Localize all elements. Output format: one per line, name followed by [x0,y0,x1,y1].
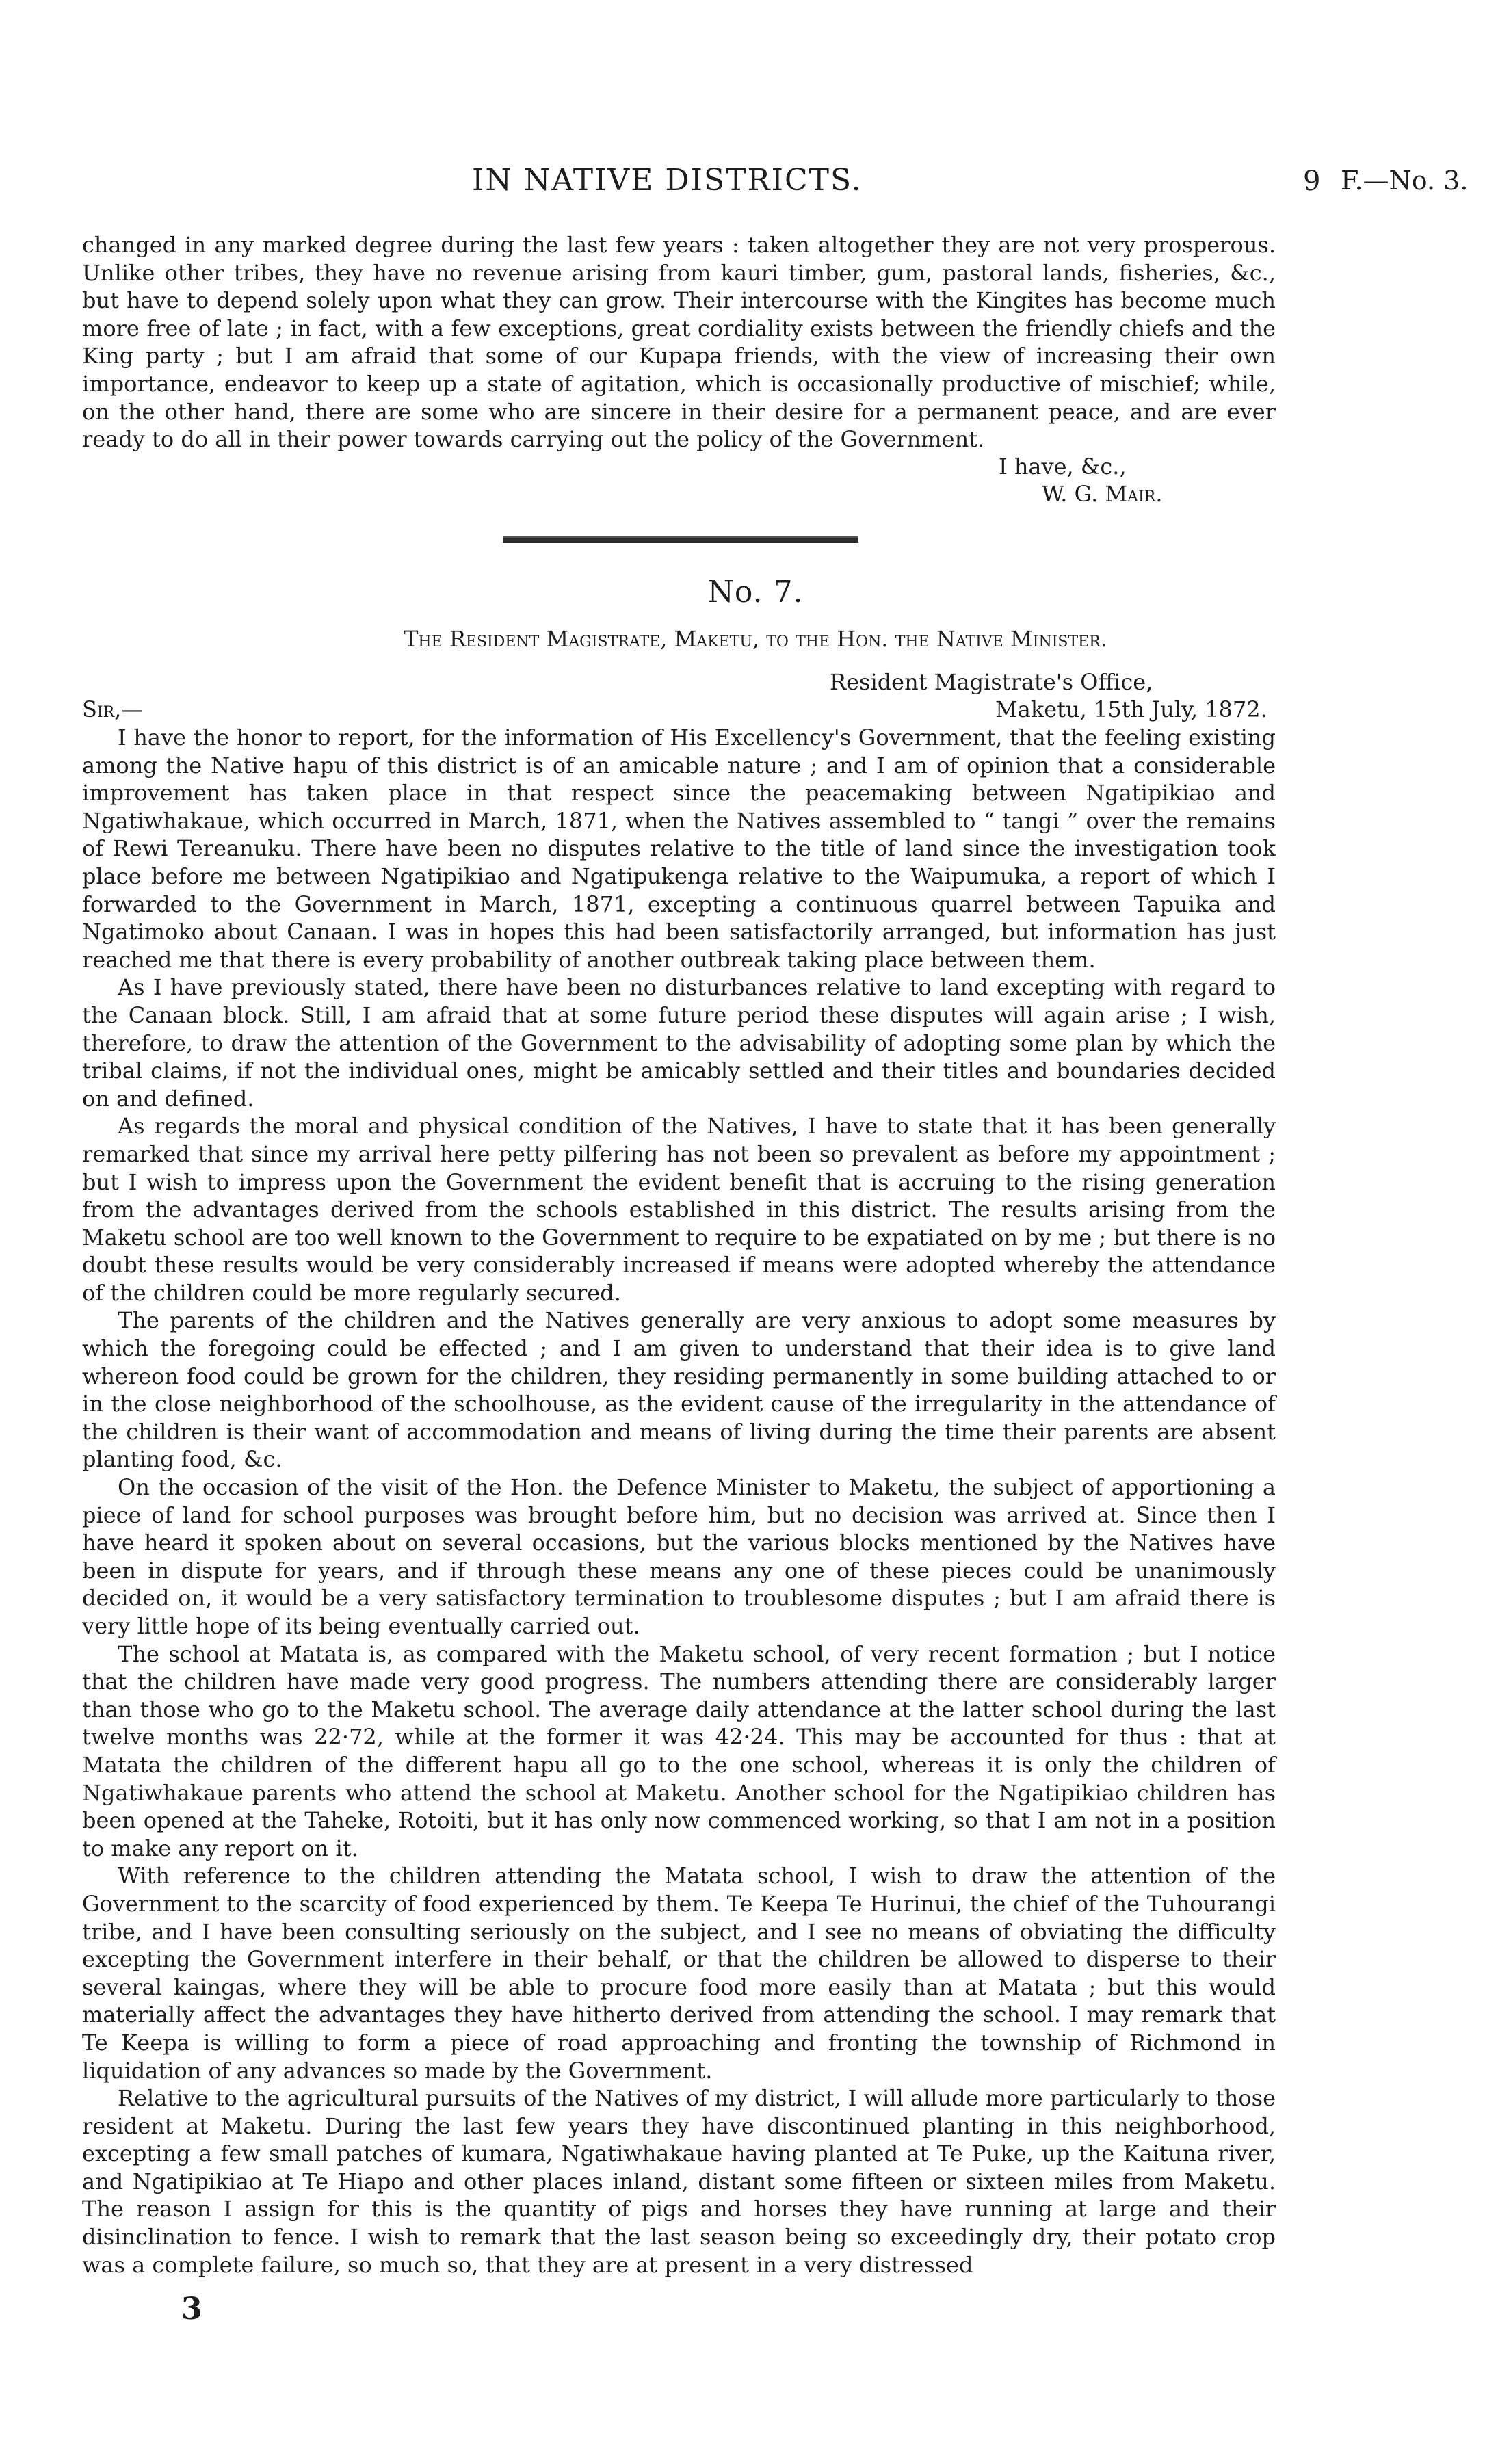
letter-paragraph: With reference to the children attending the Matata school, I wish to draw the attention of the Government to the scarcity of food experienced by them. Te Keepa Te Hurinui, the chief of the Tuhourangi tribe, and I have been consulting seriously on the subject, and I see no means of obviating the difficulty excepting the Government interfere in their behalf, or that the children be allowed to disperse to their several kaingas, where they will be able to procure food more easily than at Matata ; but this would materially affect the advantages they have hitherto derived from attending the school. I may remark that Te Keepa is willing to form a piece of road approaching and fronting the township of Richmond in liquidation of any advances so made by the Government. [82,1863,1276,2084]
page-number: 9 [1303,166,1321,197]
running-header [0,163,1511,211]
letter-paragraph: As regards the moral and physical condition of the Natives, I have to state that it has been generally remarked that since my arrival here petty pilfering has not been so prevalent as before my appointment ; but I wish to impress upon the Government the evident benefit that is accruing to the rising generation from the advantages derived from the schools established in this district. The results arising from the Maketu school are too well known to the Government to require to be expatiated on by me ; but there is no doubt these results would be very considerably increased if means were adopted whereby the attendance of the children could be more regularly secured. [82,1113,1276,1306]
letter-paragraph: As I have previously stated, there have been no disturbances relative to land excepting with regard to the Canaan block. Still, I am afraid that at some future period these disputes will again arise ; I wish, therefore, to draw the attention of the Government to the advisability of adopting some plan by which the tribal claims, if not the individual ones, might be amicably settled and their titles and boundaries decided on and defined. [82,974,1276,1112]
previous-letter-section [82,231,1276,454]
letter-address-date: Maketu, 15th July, 1872. [995,696,1267,722]
paper-reference: F.—No. 3. [1341,166,1469,196]
letter-title: The Resident Magistrate, Maketu, to the Hon. the Native Minister. [404,626,1107,652]
letter-paragraph: The parents of the children and the Natives generally are very anxious to adopt some measures by which the foregoing could be effected ; and I am given to understand that their idea is to give land whereon food could be grown for the children, they residing permanently in some building attached to or in the close neighborhood of the schoolhouse, as the evident cause of the irregularity in the attendance of the children is their want of accommodation and means of living during the time their parents are absent planting food, &c. [82,1307,1276,1473]
letter-address-office: Resident Magistrate's Office, [830,669,1153,695]
letter-number: No. 7. [707,575,804,610]
letter-body [82,724,1276,2279]
letter-paragraph: Relative to the agricultural pursuits of the Natives of my district, I will allude more particularly to those resident at Maketu. During the last few years they have discontinued planting in this neighborhood, excepting a few small patches of kumara, Ngatiwhakaue having planted at Te Puke, up the Kaituna river, and Ngatipikiao at Te Hiapo and other places inland, distant some fifteen or sixteen miles from Maketu. The reason I assign for this is the quantity of pigs and horses they have running at large and their disinclination to fence. I wish to remark that the last season being so exceedingly dry, their potato crop was a complete failure, so much so, that they are at present in a very distressed [82,2085,1276,2278]
letter-salutation: Sir,— [82,696,144,722]
letter-paragraph: On the occasion of the visit of the Hon. the Defence Minister to Maketu, the subject of apportioning a piece of land for school purposes was brought before him, but no decision was arrived at. Since then I have heard it spoken about on several occasions, but the various blocks mentioned by the Natives have been in dispute for years, and if through these means any one of these pieces could be unanimously decided on, it would be a very satisfactory termination to troublesome disputes ; but I am afraid there is very little hope of its being eventually carried out. [82,1474,1276,1639]
letter-paragraph: The school at Matata is, as compared with the Maketu school, of very recent formation ; but I notice that the children have made very good progress. The numbers attending there are considerably larger than those who go to the Maketu school. The average daily attendance at the latter school during the last twelve months was 22·72, while at the former it was 42·24. This may be accounted for thus : that at Matata the children of the different hapu all go to the one school, whereas it is only the children of Ngatiwhakaue parents who attend the school at Maketu. Another school for the Ngatipikiao children has been opened at the Taheke, Rotoiti, but it has only now commenced working, so that I am not in a position to make any report on it. [82,1640,1276,1861]
section-divider-rule [503,536,858,543]
letter-paragraph: I have the honor to report, for the information of His Excellency's Government, that the feeling existing among the Native hapu of this district is of an amicable nature ; and I am of opinion that a considerable improvement has taken place in that respect since the peacemaking between Ngatipikiao and Ngatiwhakaue, which occurred in March, 1871, when the Natives assembled to “ tangi ” over the remains of Rewi Tereanuku. There have been no disputes relative to the title of land since the investigation took place before me between Ngatipikiao and Ngatipukenga relative to the Waipumuka, a report of which I forwarded to the Government in March, 1871, excepting a continuous quarrel between Tapuika and Ngatimoko about Canaan. I was in hopes this had been satisfactorily arranged, but information has just reached me that there is every probability of another outbreak taking place between them. [82,724,1276,973]
printer-signature-mark: 3 [181,2292,202,2327]
previous-letter-signature: W. G. Mair. [1042,481,1163,507]
previous-letter-closing-paragraph: changed in any marked degree during the last few years : taken altogether they are not very prosperous. Unlike other tribes, they have no revenue arising from kauri timber, gum, pastoral lands, fisheries, &c., but have to depend solely upon what they can grow. Their intercourse with the Kingites has become much more free of late ; in fact, with a few exceptions, great cordiality exists between the friendly chiefs and the King party ; but I am afraid that some of our Kupapa friends, with the view of increasing their own importance, endeavor to keep up a state of agitation, which is occasionally productive of mischief; while, on the other hand, there are some who are sincere in their desire for a permanent peace, and are ever ready to do all in their power towards carrying out the policy of the Government. [82,232,1276,453]
previous-letter-closing: I have, &c., [999,454,1127,480]
page-header-title: IN NATIVE DISTRICTS. [472,163,863,198]
